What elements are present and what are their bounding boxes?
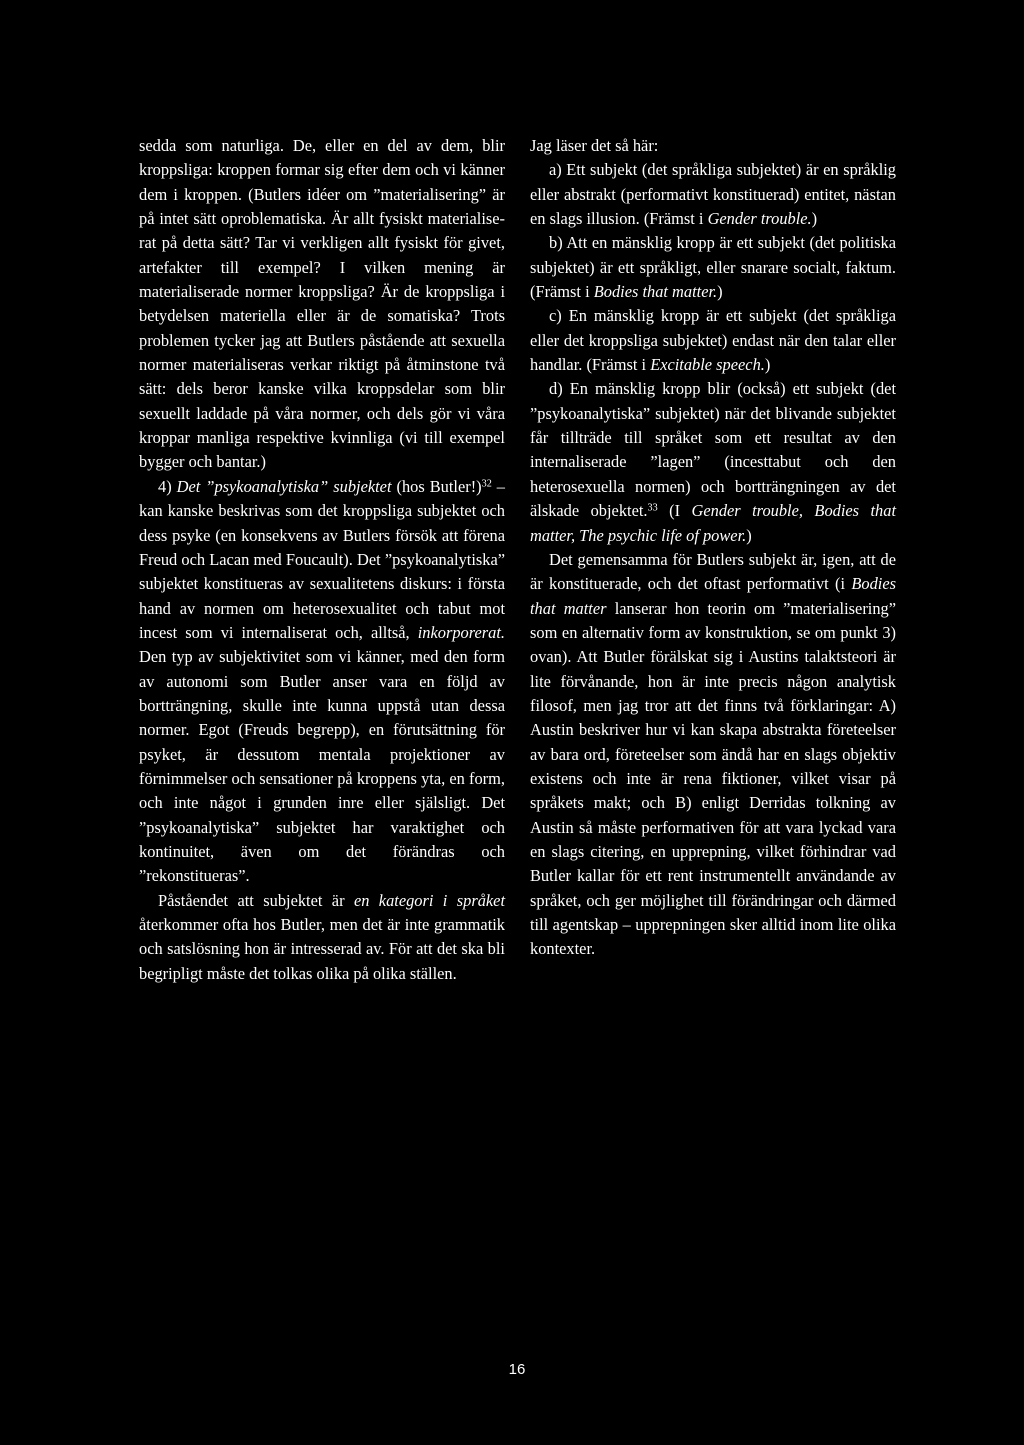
section-heading-italic: Det ”psykoanalytiska” subjektet [176,476,392,496]
left-paragraph-3: Påståendet att subjektet är en kategori i språket återkommer ofta hos Butler, men det är inte grammatik och satslösning hon är intresserad av. För att det ska bli begripligt måste det tolkas olika på olika ställen. [139,890,505,983]
list-item-a: a) Ett subjekt (det språkliga subjektet) är en språklig eller abstrakt (performativt konstituerad) entitet, nästan en slags illusion. (Främst i Gender trouble.) [530,160,896,229]
right-paragraph-common: Det gemensamma för Butlers subjekt är, igen, att de är konstituerade, och det oftast performativt (i Bodies that matter lanserar hon teorin om ”materialisering” som en alternativ form av konstruktion, se om punkt 3) ovan). Att Butler förälskat sig i Austins talaktsteori är lite förvånande, hon är inte precis någon analytisk filosof, men jag tror att det finns två förklaringar: A) Austin beskriver hur vi kan skapa abstrakta företeelser av bara ord, företeelser som ändå har en slags objektiv existens och inte är rena fiktioner, vilket visar på språkets makt; och B) enligt Derridas tolkning av Austin så måste performativen för att vara lyckad vara en slags citering, en upprepning, vilket förhindrar vad Butler kallar för ett rent instrumentellt användande av språket, och ger möjlighet till förändringar och därmed till agentskap – upprepningen sker alltid inom lite olika kontexter. [530,549,896,959]
right-text-column [530,134,896,962]
left-text-column [139,134,505,986]
right-paragraph-intro: Jag läser det så här: [530,136,659,155]
footnote-marker-32: 32 [481,478,492,490]
list-item-b: b) Att en mänsklig kropp är ett subjekt (det politiska subjektet) är ett språkligt, eller snarare socialt, faktum. (Främst i Bodies that matter.) [530,233,896,302]
left-paragraph-1: sedda som naturliga. De, eller en del av dem, blir kroppsliga: kroppen formar sig efter dem och vi känner dem i kroppen. (Butlers idéer om ”materialisering” är på intet sätt oproblematiska. Är allt fysiskt materialiserat på detta sätt? Tar vi verkligen allt fysiskt för givet, artefakter till exempel? I vilken mening är materialiserade normer kroppsliga? Är de kroppsliga i betydelsen materiella eller är de somatiska? Trots problemen tycker jag att Butlers påstående att sexuella normer materialiseras verkar riktigt på åtminstone två sätt: dels beror kanske vilka kroppsdelar som blir sexuellt laddade på våra normer, och dels gör vi våra kroppar manliga respektive kvinnliga (vi till exempel bygger och bantar.) [139,136,505,472]
page-number: 16 [508,1361,526,1378]
left-paragraph-psychoanalytic-subject: 4) Det ”psykoanalytiska” subjektet (hos Butler!)$^{32}$ – kan kanske beskrivas som det kroppsliga subjektet och dess psyke (en konsekvens av Butlers försök att förena Freud och Lacan med Foucault). Det ”psykoanalytiska” subjektet konstitueras av sexualitetens diskurs: i första hand av normen om heterosexualitet och tabut mot incest som vi internaliserat och, alltså, inkorporerat. Den typ av subjektivitet som vi känner, med den form av autonomi som Butler anser vara en följd av bortträngning, skulle inte kunna uppstå utan dessa normer. Egot (Freuds begrepp), en förutsättning för psyket, är dessutom mentala projektioner av förnimmelser och sensationer på kroppens yta, en form, och inte något i grunden inre eller själsligt. Det ”psykoanalytiska” subjektet har varaktighet och kontinuitet, även om det förändras och ”rekonstitueras”. [139,476,505,886]
list-item-d: d) En mänsklig kropp blir (också) ett subjekt (det ”psykoanalytiska” subjektet) när det blivande subjektet får tillträde till språket som ett resultat av den internaliserade ”lagen” (incesttabut och den heterosexuella normen) och bortträngningen av det älskade objektet.$^{33}$ (I Gender trouble, Bodies that matter, The psychic life of power.) [530,379,896,545]
list-item-c: c) En mänsklig kropp är ett subjekt (det språkliga eller det kroppsliga subjektet) endast när den talar eller handlar. (Främst i Excitable speech.) [530,306,896,375]
footnote-marker-33: 33 [647,502,658,514]
